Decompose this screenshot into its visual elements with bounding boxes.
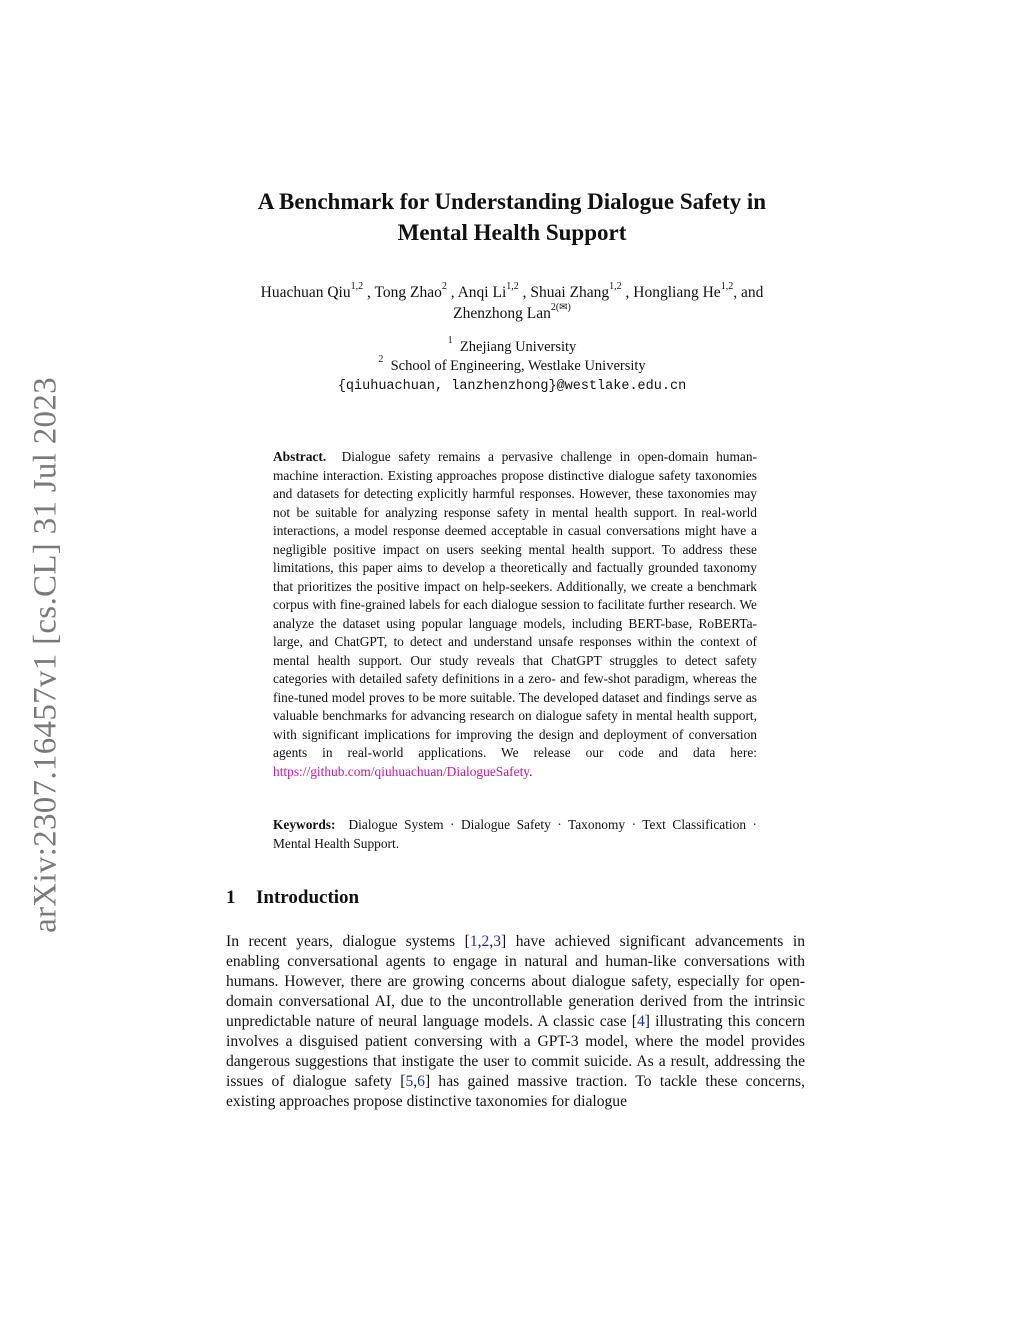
intro-text: ] illustrating this concern involves a disguised patient conversing with a GPT-3 model, where the model provides dangerous suggestions that instigate the user to commit suicide. As a result, addressing the issues of dialogue safety [	[226, 1013, 805, 1090]
author-line-1	[0, 282, 1024, 303]
author-conjunction: , and	[733, 284, 764, 301]
title-line-2: Mental Health Support	[397, 220, 627, 245]
author-name: , Tong Zhao	[367, 284, 442, 301]
citation-link[interactable]: 5	[405, 1073, 414, 1090]
abstract-text: Dialogue safety remains a pervasive challenge in open-domain human-machine interaction. Existing approaches propose distinctive dialogue safety taxonomies and datasets for detecting explicitly harmful responses. However, these taxonomies may not be suitable for analyzing response safety in mental health support. In real-world interactions, a model response deemed acceptable in casual conversations might have a negligible positive impact on users seeking mental health support. To address these limitations, this paper aims to develop a theoretically and factually grounded taxonomy that prioritizes the positive impact on help-seekers. Additionally, we create a benchmark corpus with fine-grained labels for each dialogue session to facilitate further research. We analyze the dataset using popular language models, including BERT-base, RoBERTa-large, and ChatGPT, to detect and understand unsafe responses within the context of mental health support. Our study reveals that ChatGPT struggles to detect safety categories with detailed safety definitions in a zero- and few-shot paradigm, whereas the fine-tuned model proves to be more suitable. The developed dataset and findings serve as valuable benchmarks for advancing research on dialogue safety in mental health support, with significant implications for improving the design and deployment of conversation agents in real-world applications. We release our code and data here:	[273, 449, 757, 760]
keywords-text: Dialogue System · Dialogue Safety · Taxonomy · Text Classification · Mental Health Support.	[273, 817, 757, 851]
author-email	[0, 376, 1024, 396]
abstract-end: .	[529, 763, 533, 779]
author-affiliation-mark: 2	[441, 280, 447, 292]
paper-title	[0, 186, 1024, 248]
author-name: , Anqi Li	[450, 284, 507, 301]
email-address: {qiuhuachuan, lanzhenzhong}@westlake.edu.cn	[337, 379, 687, 394]
citation-link[interactable]: 3	[493, 933, 502, 950]
citation-link[interactable]: 4	[636, 1013, 645, 1030]
citation-link[interactable]: 2	[481, 933, 490, 950]
corresponding-author-mark: 2(✉)	[550, 301, 571, 313]
abstract	[273, 448, 757, 781]
citation-separator: ,	[413, 1073, 418, 1090]
code-repository-link[interactable]: https://github.com/qiuhuachuan/DialogueSafety	[273, 763, 530, 779]
affiliation-mark: 1	[447, 335, 453, 347]
section-title: Introduction	[256, 887, 360, 908]
intro-text: ] have achieved significant advancements in enabling conversational agents to engage in natural and human-like conversations with humans. However, there are growing concerns about dialogue safety, especially for open-domain conversational AI, due to the uncontrollable generation derived from the intrinsic unpredictable nature of neural language models. A classic case [	[226, 933, 805, 1030]
keywords	[273, 816, 757, 853]
author-name: , Shuai Zhang	[522, 284, 610, 301]
affiliation-mark: 2	[378, 354, 384, 366]
citation-link[interactable]: 6	[417, 1073, 425, 1090]
introduction-paragraph	[226, 932, 805, 1112]
affiliation-name: Zhejiang University	[459, 339, 577, 355]
citation-separator: ,	[489, 933, 494, 950]
arxiv-identifier-stamp: arXiv:2307.16457v1 [cs.CL] 31 Jul 2023	[27, 377, 64, 933]
affiliations	[0, 335, 1024, 396]
affiliation-name: School of Engineering, Westlake University	[390, 358, 646, 374]
affiliation-2	[0, 354, 1024, 376]
title-line-1: A Benchmark for Understanding Dialogue Safety in	[257, 189, 767, 214]
abstract-label: Abstract.	[273, 449, 327, 464]
author-affiliation-mark: 1,2	[720, 280, 734, 292]
intro-text: ] has gained massive traction. To tackle these concerns, existing approaches propose distinctive taxonomies for dialogue	[226, 1073, 805, 1110]
citation-link[interactable]: 1	[469, 933, 478, 950]
intro-text: In recent years, dialogue systems [	[226, 933, 470, 950]
author-name: Zhenzhong Lan	[453, 305, 551, 322]
author-affiliation-mark: 1,2	[506, 280, 519, 292]
citation-separator: ,	[477, 933, 482, 950]
author-line-2	[0, 303, 1024, 324]
author-affiliation-mark: 1,2	[609, 280, 622, 292]
author-name: Huachuan Qiu	[260, 284, 351, 301]
affiliation-1	[0, 335, 1024, 357]
author-affiliation-mark: 1,2	[350, 280, 364, 292]
author-list	[0, 282, 1024, 324]
section-heading	[226, 887, 359, 909]
section-number: 1	[226, 887, 236, 908]
keywords-label: Keywords:	[273, 817, 336, 832]
author-name: , Hongliang He	[625, 284, 721, 301]
